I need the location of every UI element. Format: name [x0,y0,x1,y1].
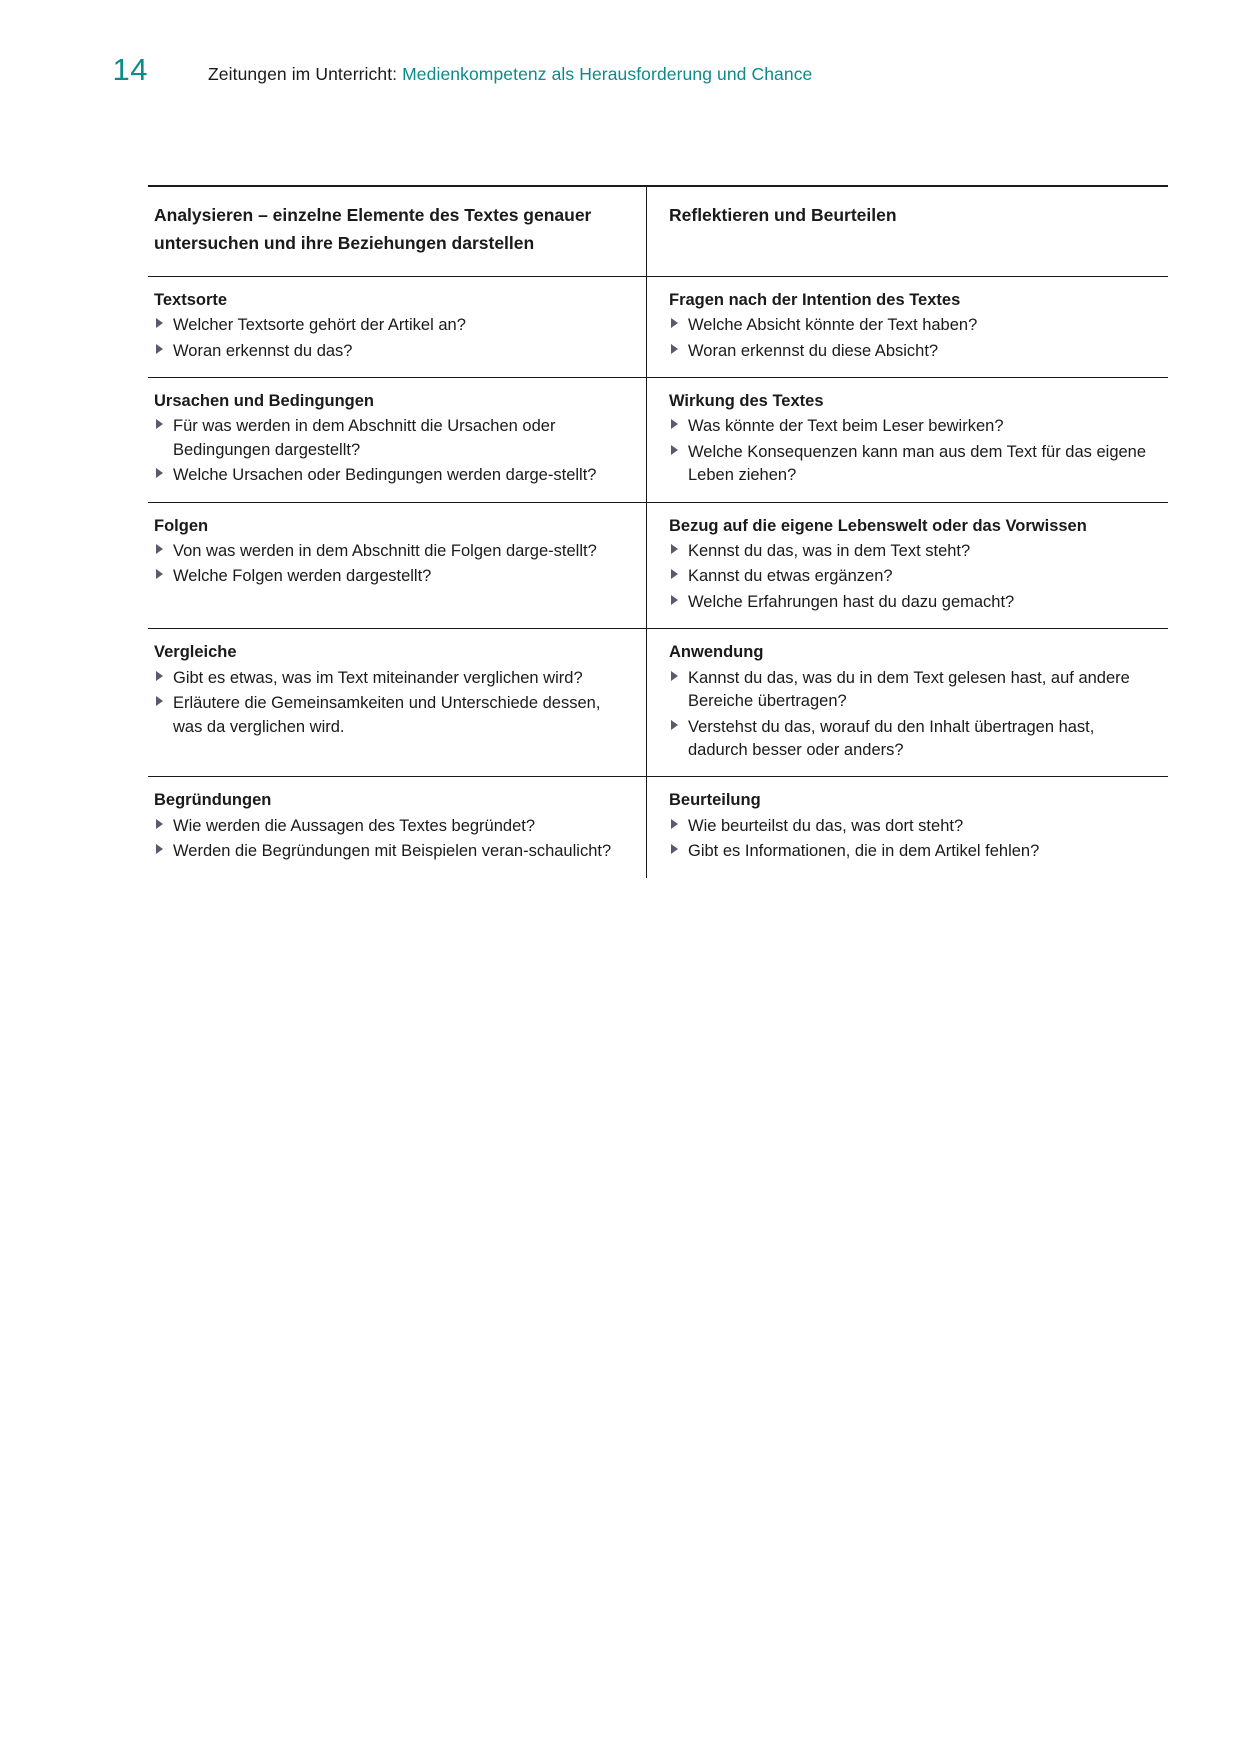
table-cell-left [148,629,647,777]
list-item-text: Wie beurteilst du das, was dort steht? [688,816,964,835]
triangle-bullet-icon [156,671,163,681]
list-item-text: Gibt es Informationen, die in dem Artikel fehlen? [688,842,1040,861]
list-item [154,692,624,739]
header-title [208,64,812,85]
table-row [148,276,1168,377]
triangle-bullet-icon [156,696,163,706]
table-cell-right [647,502,1169,629]
list-item-text: Woran erkennst du diese Absicht? [688,341,939,360]
triangle-bullet-icon [156,819,163,829]
triangle-bullet-icon [671,720,678,730]
question-list [154,667,624,739]
question-list [669,667,1154,763]
table-cell-left [148,502,647,629]
table-header-cell-analysieren [148,186,647,276]
column-title: Analysieren – einzelne Elemente des Textes genauer untersuchen und ihre Beziehungen darstellen [154,205,592,254]
triangle-bullet-icon [156,419,163,429]
triangle-bullet-icon [671,569,678,579]
triangle-bullet-icon [671,445,678,455]
list-item [154,667,624,690]
triangle-bullet-icon [671,595,678,605]
list-item [154,464,624,487]
list-item [669,716,1154,763]
list-item-text: Was könnte der Text beim Leser bewirken? [688,417,1004,436]
table-cell-left [148,377,647,502]
question-list [669,314,1154,363]
list-item-text: Welche Erfahrungen hast du dazu gemacht? [688,592,1015,611]
list-item [669,840,1154,863]
triangle-bullet-icon [156,544,163,554]
list-item [669,540,1154,563]
triangle-bullet-icon [671,671,678,681]
list-item-text: Gibt es etwas, was im Text miteinander verglichen wird? [173,668,583,687]
cell-title: Begründungen [154,791,272,810]
list-item-text: Verstehst du das, worauf du den Inhalt übertragen hast, dadurch besser oder anders? [688,717,1095,759]
question-list [669,540,1154,614]
question-list [669,415,1154,487]
table-row [148,377,1168,502]
list-item [154,565,624,588]
cell-title: Fragen nach der Intention des Textes [669,290,961,309]
table-row [148,629,1168,777]
triangle-bullet-icon [156,844,163,854]
table-header-row [148,186,1168,276]
triangle-bullet-icon [156,468,163,478]
table-header-cell-reflektieren [647,186,1169,276]
table-cell-right [647,377,1169,502]
triangle-bullet-icon [156,344,163,354]
question-list [154,415,624,487]
list-item-text: Welche Konsequenzen kann man aus dem Text für das eigene Leben ziehen? [688,442,1147,485]
cell-title: Folgen [154,516,209,535]
list-item [669,314,1154,337]
list-item [154,314,624,337]
list-item-text: Erläutere die Gemeinsamkeiten und Unterschiede dessen, was da verglichen wird. [173,694,601,736]
triangle-bullet-icon [671,419,678,429]
question-list [154,314,624,363]
cell-title: Vergleiche [154,643,237,662]
table-cell-right [647,777,1169,878]
list-item [669,667,1154,714]
question-list [154,815,624,864]
table-row [148,502,1168,629]
running-header [0,52,1240,88]
triangle-bullet-icon [156,569,163,579]
cell-title: Wirkung des Textes [669,391,824,410]
table-cell-right [647,629,1169,777]
question-table [148,185,1168,878]
cell-title: Textsorte [154,290,228,309]
column-title: Reflektieren und Beurteilen [669,205,897,225]
question-list [669,815,1154,864]
cell-title: Beurteilung [669,791,761,810]
list-item [154,540,624,563]
header-title-accent: Medienkompetenz als Herausforderung und Chance [402,64,813,84]
triangle-bullet-icon [671,819,678,829]
list-item [154,840,624,863]
list-item-text: Werden die Begründungen mit Beispielen veran-schaulicht? [173,842,612,861]
cell-title: Ursachen und Bedingungen [154,391,375,410]
page-number: 14 [112,52,148,87]
list-item-text: Kennst du das, was in dem Text steht? [688,542,971,561]
list-item-text: Welche Ursachen oder Bedingungen werden darge-stellt? [173,466,597,485]
table-cell-right [647,276,1169,377]
list-item [669,415,1154,438]
question-table-wrapper [148,185,1147,878]
cell-title: Anwendung [669,643,764,662]
list-item-text: Welcher Textsorte gehört der Artikel an? [173,316,466,335]
list-item-text: Welche Absicht könnte der Text haben? [688,316,978,335]
list-item-text: Wie werden die Aussagen des Textes begründet? [173,816,536,835]
list-item-text: Kannst du etwas ergänzen? [688,567,893,586]
table-cell-left [148,777,647,878]
triangle-bullet-icon [671,544,678,554]
list-item [154,815,624,838]
list-item-text: Kannst du das, was du in dem Text gelesen hast, auf andere Bereiche übertragen? [688,668,1130,711]
list-item [669,340,1154,363]
list-item-text: Welche Folgen werden dargestellt? [173,567,432,586]
header-title-plain: Zeitungen im Unterricht: [208,64,403,84]
list-item-text: Woran erkennst du das? [173,341,353,360]
triangle-bullet-icon [671,344,678,354]
table-cell-left [148,276,647,377]
list-item [154,415,624,462]
list-item-text: Von was werden in dem Abschnitt die Folgen darge-stellt? [173,542,597,561]
triangle-bullet-icon [671,318,678,328]
table-row [148,777,1168,878]
list-item [669,565,1154,588]
list-item [669,815,1154,838]
question-list [154,540,624,589]
cell-title: Bezug auf die eigene Lebenswelt oder das Vorwissen [669,516,1087,535]
triangle-bullet-icon [156,318,163,328]
list-item [154,340,624,363]
triangle-bullet-icon [671,844,678,854]
list-item [669,591,1154,614]
list-item-text: Für was werden in dem Abschnitt die Ursachen oder Bedingungen dargestellt? [173,417,556,459]
list-item [669,441,1154,488]
